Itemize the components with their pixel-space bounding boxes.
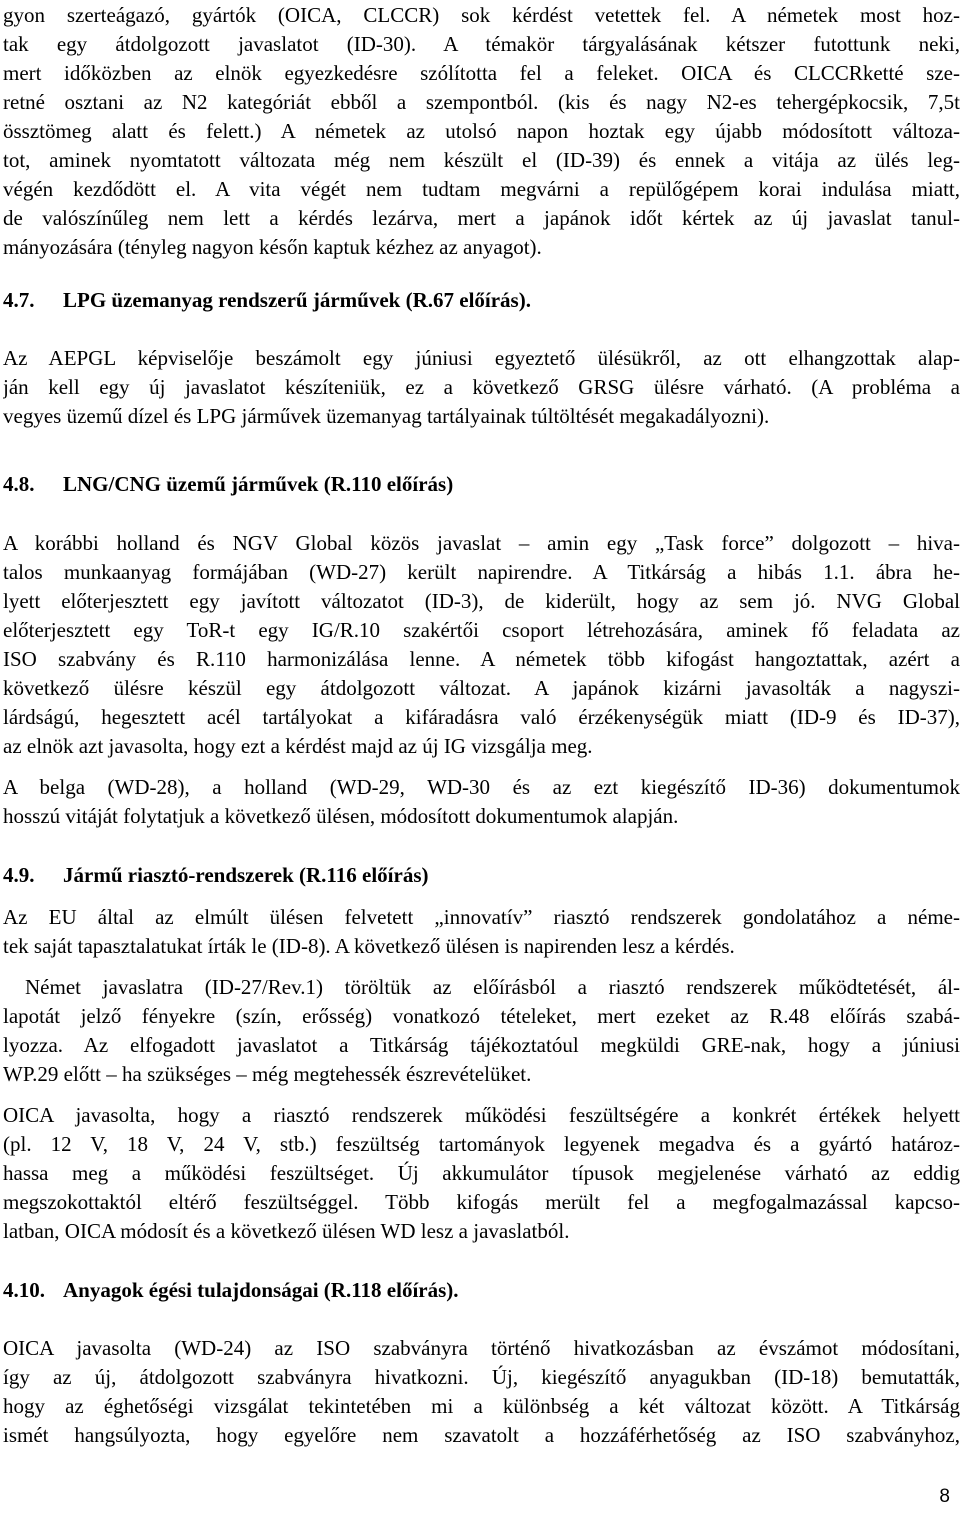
paragraph-line: Az EU által az elmúlt ülésen felvetett „innovatív” riasztó rendszerek gondolatához a néme-: [3, 905, 960, 929]
paragraph-line: tak egy átdolgozott javaslatot (ID-30). A témakör tárgyalásának kétszer futottunk neki,: [3, 32, 960, 56]
section-heading-4-7: [3, 285, 960, 315]
section-title: LPG üzemanyag rendszerű járművek (R.67 előírás).: [63, 288, 531, 312]
paragraph-line: lapotát jelző fényekre (szín, erősség) vonatkozó tételeket, mert ezeket az R.48 előírás szabá-: [3, 1004, 960, 1028]
paragraph-line: de valószínűleg nem lett a kérdés lezárva, mert a japánok időt kértek az új javaslat tanul-: [3, 206, 960, 230]
paragraph-line: Német javaslatra (ID-27/Rev.1) töröltük az előírásból a riasztó rendszerek működtetését, ál-: [25, 975, 960, 999]
paragraph-line: tek saját tapasztalatukat írták le (ID-8). A következő ülésen is napirenden lesz a kérdés.: [3, 934, 735, 958]
paragraph-line: A belga (WD-28), a holland (WD-29, WD-30 és az ezt kiegészítő ID-36) dokumentumok: [3, 775, 960, 799]
paragraph-line: (pl. 12 V, 18 V, 24 V, stb.) feszültség tartományok legyenek megadva és a gyártó határoz-: [3, 1132, 960, 1156]
paragraph-line: ISO szabvány és R.110 harmonizálása lenne. A németek több kifogást hangoztattak, azért a: [3, 647, 960, 671]
paragraph-line: így az új, átdolgozott szabványra hivatkozni. Új, kiegészítő anyagukban (ID-18) bemutatták,: [3, 1365, 960, 1389]
paragraph-line: ismét hangsúlyozta, hogy egyelőre nem szavatolt a hozzáférhetőség az ISO szabványhoz,: [3, 1423, 960, 1447]
paragraph-line: retné osztani az N2 kategóriát ebből a szempontból. (kis és nagy N2-es tehergépkocsik, 7,5t: [3, 90, 960, 114]
section-number: 4.8.: [3, 472, 35, 496]
paragraph-line: hogy az éghetőségi vizsgálat tekintetében mi a különbség a két változat között. A Titkárság: [3, 1394, 960, 1418]
paragraph-line: tot, aminek nyomtatott változata még nem készült el (ID-39) és ennek a vitája az ülés leg-: [3, 148, 960, 172]
paragraph-line: ján kell egy új javaslatot készíteniük, ez a következő GRSG ülésre várható. (A probléma a: [3, 375, 960, 399]
section-title: Jármű riasztó-rendszerek (R.116 előírás): [63, 863, 429, 887]
paragraph-line: végén kezdődött el. A vita végét nem tudtam megvárni a repülőgépem korai indulása miatt,: [3, 177, 960, 201]
section-number: 4.9.: [3, 863, 35, 887]
paragraph-line: lyett előterjesztett egy javított változatot (ID-3), de kiderült, hogy az sem jó. NVG Global: [3, 589, 960, 613]
section-heading-4-10: [3, 1275, 960, 1305]
section-title: LNG/CNG üzemű járművek (R.110 előírás): [63, 472, 454, 496]
paragraph-line: Az AEPGL képviselője beszámolt egy júniusi egyeztető ülésükről, az ott elhangzottak alap-: [3, 346, 960, 370]
paragraph-line: előterjesztett egy ToR-t egy IG/R.10 szakértői csoport létrehozására, aminek fő feladata az: [3, 618, 960, 642]
paragraph-line: következő ülésre készül egy átdolgozott változat. A japánok kizárni javasolták a nagyszi-: [3, 676, 960, 700]
section-heading-4-8: [3, 469, 960, 499]
paragraph-line: lárdságú, hegesztett acél tartályokat a kifáradásra való érzékenységük miatt (ID-9 és ID-37),: [3, 705, 960, 729]
paragraph-line: OICA javasolta, hogy a riasztó rendszerek működési feszültségére a konkrét értékek helyett: [3, 1103, 960, 1127]
section-number: 4.10.: [3, 1278, 45, 1302]
section-number: 4.7.: [3, 288, 35, 312]
paragraph-line: A korábbi holland és NGV Global közös javaslat – amin egy „Task force” dolgozott – hiva-: [3, 531, 960, 555]
paragraph-line: hassa meg a működési feszültséget. Új akkumulátor típusok megjelenése várható az eddig: [3, 1161, 960, 1185]
paragraph-line: WP.29 előtt – ha szükséges – még megtehessék észrevételüket.: [3, 1062, 532, 1086]
paragraph-line: talos munkaanyag formájában (WD-27) került napirendre. A Titkárság a hibás 1.1. ábra he-: [3, 560, 960, 584]
paragraph-line: az elnök azt javasolta, hogy ezt a kérdést majd az új IG vizsgálja meg.: [3, 734, 593, 758]
paragraph-line: össztömeg alatt és felett.) A németek az utolsó napon hoztak egy újabb módosított változa-: [3, 119, 960, 143]
section-heading-4-9: [3, 860, 960, 890]
paragraph-line: hosszú vitáját folytatjuk a következő ülésen, módosított dokumentumok alapján.: [3, 804, 679, 828]
paragraph-line: mert időközben az elnök egyezkedésre szólította fel a feleket. OICA és CLCCRketté sze-: [3, 61, 960, 85]
paragraph-line: gyon szerteágazó, gyártók (OICA, CLCCR) sok kérdést vetettek fel. A németek most hoz-: [3, 3, 960, 27]
section-title: Anyagok égési tulajdonságai (R.118 előírás).: [63, 1278, 459, 1302]
paragraph-line: OICA javasolta (WD-24) az ISO szabványra történő hivatkozásban az évszámot módosítani,: [3, 1336, 960, 1360]
paragraph-line: mányozására (tényleg nagyon későn kaptuk kézhez az anyagot).: [3, 235, 542, 259]
paragraph-line: lyozza. Az elfogadott javaslatot a Titkárság tájékoztatóul megküldi GRE-nak, hogy a júniusi: [3, 1033, 960, 1057]
paragraph-line: vegyes üzemű dízel és LPG járművek üzemanyag tartályainak túltöltését megakadályozni).: [3, 404, 770, 428]
page-number: 8: [939, 1486, 950, 1507]
paragraph-line: megszokottaktól eltérő feszültséggel. Több kifogás merült fel a megfogalmazással kapcso-: [3, 1190, 960, 1214]
paragraph-line: latban, OICA módosít és a következő ülésen WD lesz a javaslatból.: [3, 1219, 570, 1243]
